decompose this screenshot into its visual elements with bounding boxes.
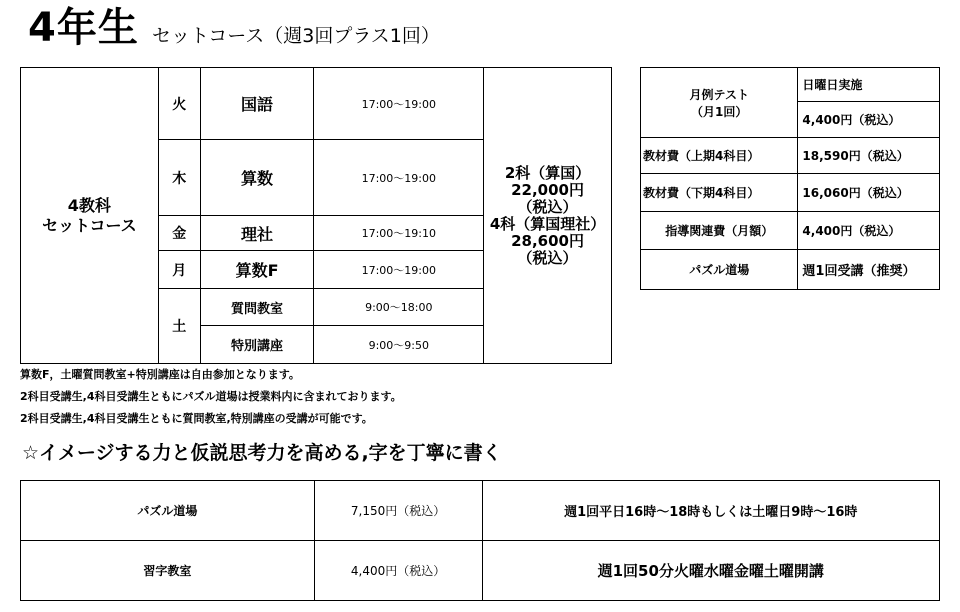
option-schedule: 週1回50分火曜水曜金曜土曜開講 — [482, 541, 940, 601]
fee-value: 週1回受講（推奨） — [798, 250, 940, 290]
option-schedule: 週1回平日16時～18時もしくは土曜日9時～16時 — [482, 481, 940, 541]
schedule-table — [20, 67, 612, 364]
price-line: 2科（算国） — [504, 163, 591, 182]
day-cell: 月 — [158, 251, 200, 289]
fee-value: 16,060円（税込） — [798, 174, 940, 212]
options-table — [20, 480, 940, 601]
day-cell: 木 — [158, 140, 200, 216]
course-subtitle: セットコース（週3回プラス1回） — [152, 25, 440, 47]
time-cell: 17:00～19:00 — [314, 140, 484, 216]
day-cell: 火 — [158, 68, 200, 140]
price-line: 28,600円 — [511, 231, 584, 250]
fee-label: 教材費（上期4科目） — [641, 138, 798, 174]
time-cell: 9:00～9:50 — [314, 326, 484, 364]
fee-label: 指導関連費（月額） — [641, 212, 798, 250]
subject-cell: 理社 — [200, 216, 314, 251]
time-cell: 9:00～18:00 — [314, 289, 484, 326]
section-heading: ☆イメージする力と仮説思考力を高める,字を丁寧に書く — [22, 442, 502, 464]
price-line: （税込） — [517, 197, 578, 216]
fee-label: パズル道場 — [641, 250, 798, 290]
price-cell — [484, 68, 612, 364]
fee-table — [640, 67, 940, 290]
day-cell: 金 — [158, 216, 200, 251]
fee-value: 4,400円（税込） — [798, 102, 940, 138]
time-cell: 17:00～19:00 — [314, 251, 484, 289]
price-line: （税込） — [517, 248, 578, 267]
subject-cell: 質問教室 — [200, 289, 314, 326]
fee-label: 教材費（下期4科目） — [641, 174, 798, 212]
course-name-cell — [21, 68, 159, 364]
fee-value: 18,590円（税込） — [798, 138, 940, 174]
day-cell: 土 — [158, 289, 200, 364]
time-cell: 17:00～19:00 — [314, 68, 484, 140]
subject-cell: 算数F — [200, 251, 314, 289]
fee-label: 月例テスト （月1回） — [641, 68, 798, 138]
course-name-line2: セットコース — [42, 215, 137, 235]
time-cell: 17:00～19:10 — [314, 216, 484, 251]
fee-value: 4,400円（税込） — [798, 212, 940, 250]
option-name: 習字教室 — [21, 541, 315, 601]
option-name: パズル道場 — [21, 481, 315, 541]
option-price: 4,400円（税込） — [314, 541, 482, 601]
option-price: 7,150円（税込） — [314, 481, 482, 541]
subject-cell: 特別講座 — [200, 326, 314, 364]
note-line: 算数F，土曜質問教室+特別講座は自由参加となります。 — [20, 368, 300, 381]
subject-cell: 国語 — [200, 68, 314, 140]
grade-title: 4年生 — [28, 5, 139, 51]
subject-cell: 算数 — [200, 140, 314, 216]
note-line: 2科目受講生,4科目受講生ともに質問教室,特別講座の受講が可能です。 — [20, 412, 373, 425]
fee-value: 日曜日実施 — [798, 68, 940, 102]
note-line: 2科目受講生,4科目受講生ともにパズル道場は授業料内に含まれております。 — [20, 390, 402, 403]
price-line: 22,000円 — [511, 180, 584, 199]
price-line: 4科（算国理社） — [489, 214, 606, 233]
course-name-line1: 4教科 — [67, 195, 111, 215]
